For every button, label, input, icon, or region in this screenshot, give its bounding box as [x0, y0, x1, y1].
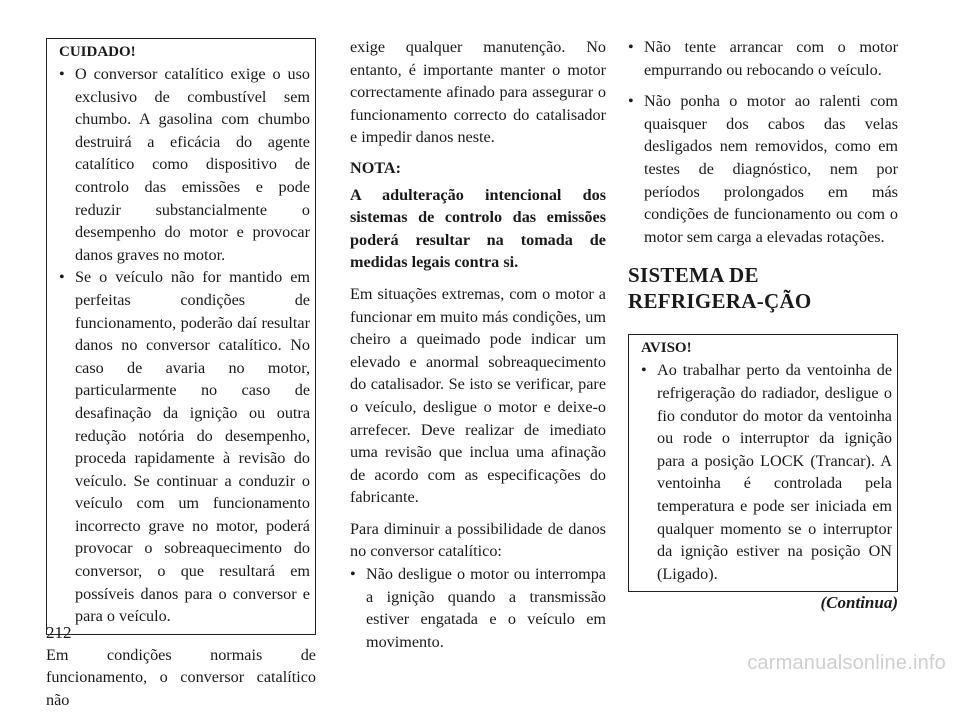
caution-list — [59, 63, 310, 628]
list-item: • Não desligue o motor ou interrompa a ignição quando a transmissão estiver engatada e o veículo em movimento. — [350, 563, 606, 653]
middle-column — [350, 36, 606, 653]
reduce-damage-paragraph: Para diminuir a possibilidade de danos no conversor catalítico: — [350, 519, 606, 561]
caution-item-maintenance: • Se o veículo não for mantido em perfeitas condições de funcionamento, poderão daí resultar danos no conversor catalítico. No caso de avaria no motor, particularmente no caso de desafinação da ignição ou outra redução notória do desempenho, proceda rapidamente à revisão do veículo. Se continuar a conduzir o veículo com um funcionamento incorrecto grave no motor, poderá provocar o sobreaquecimento do conversor, o que resultará em possíveis danos para o conversor e para o veículo. — [59, 266, 310, 628]
note-label: NOTA: — [350, 158, 401, 177]
section-heading: SISTEMA DE REFRIGERA-ÇÃO — [628, 263, 812, 314]
list-item: • Não tente arrancar com o motor empurrando ou rebocando o veículo. — [628, 36, 898, 81]
caution-item-fuel: • O conversor catalítico exige o uso exclusivo de combustível sem chumbo. A gasolina com chumbo destruirá a eficácia do agente catalítico como dispositivo de controlo das emissões e pode reduzir substancialmente o desempenho do motor e provocar danos graves no motor. — [59, 63, 310, 266]
extreme-situations-paragraph: Em situações extremas, com o motor a funcionar em muito más condições, um cheiro a queimado pode indicar um elevado e anormal sobreaquecimento do catalisador. Se isto se verificar, pare o veículo, desligue o motor e deixe-o arrefecer. Deve realizar de imediato uma revisão que inclua uma afinação de acordo com as especificações do fabricante. — [350, 284, 606, 507]
warning-title: AVISO! — [641, 340, 692, 357]
warning-list — [641, 359, 892, 585]
continued-label: (Continua) — [820, 593, 898, 613]
list-item: • Não ponha o motor ao ralenti com quaisquer dos cabos das velas desligados nem removidos, como em testes de diagnóstico, nem por períodos prolongados em más condições de funcionamento ou com o motor sem carga a elevadas rotações. — [628, 90, 898, 248]
note-text: A adulteração intencional dos sistemas de controlo das emissões poderá resultar na tomada de medidas legais contra si. — [350, 185, 606, 272]
damage-prevention-list-continued — [628, 36, 898, 248]
page-number: 212 — [46, 623, 72, 642]
normal-conditions-paragraph: Em condições normais de funcionamento, o conversor catalítico não — [46, 645, 316, 710]
warning-item-fan: • Ao trabalhar perto da ventoinha de refrigeração do radiador, desligue o fio condutor do motor da ventoinha ou rode o interruptor da ignição para a posição LOCK (Trancar). A ventoinha é controlada pela temperatura e pode ser iniciada em qualquer momento se o interruptor da ignição estiver na posição ON (Ligado). — [641, 359, 892, 585]
right-column — [628, 36, 898, 615]
maintenance-paragraph: exige qualquer manutenção. No entanto, é importante manter o motor correctamente afinado para assegurar o funcionamento correcto do catalisador e impedir danos neste. — [350, 38, 606, 147]
caution-title: CUIDADO! — [59, 44, 136, 60]
damage-prevention-list — [350, 563, 606, 653]
watermark: carmanualsonline.info — [747, 652, 946, 675]
left-column — [46, 38, 316, 712]
caution-box — [46, 38, 316, 635]
warning-box — [628, 334, 898, 592]
